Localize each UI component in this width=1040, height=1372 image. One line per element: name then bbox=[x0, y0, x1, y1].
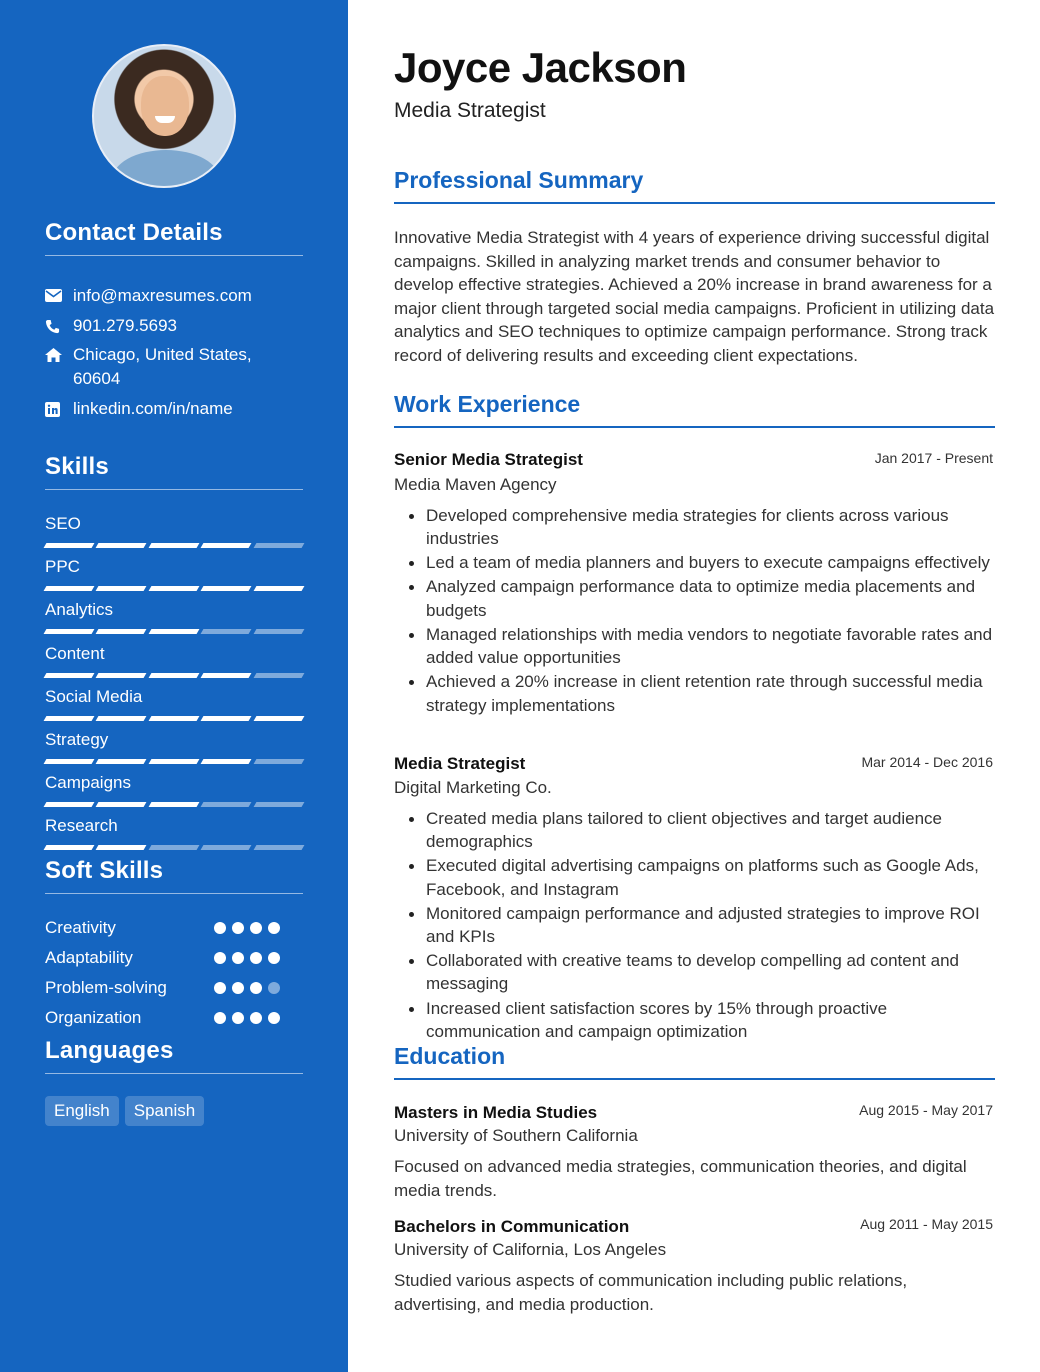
list-item: Collaborated with creative teams to develop compelling ad content and messaging bbox=[409, 949, 995, 996]
skill-level-segment bbox=[253, 543, 304, 548]
soft-skills-heading: Soft Skills bbox=[45, 857, 303, 894]
skill-level-bar bbox=[45, 586, 303, 591]
list-item: Monitored campaign performance and adjusted strategies to improve ROI and KPIs bbox=[409, 902, 995, 949]
degree-description: Focused on advanced media strategies, communication theories, and digital media trends. bbox=[394, 1157, 967, 1200]
skill-level-segment bbox=[96, 845, 147, 850]
skill-level-segment bbox=[96, 586, 147, 591]
skill-label: Content bbox=[45, 643, 105, 663]
skill-level-segment bbox=[201, 716, 252, 721]
skill-level-bar bbox=[45, 759, 303, 764]
soft-skill-rating bbox=[214, 952, 280, 964]
rating-dot bbox=[232, 952, 244, 964]
rating-dot bbox=[250, 982, 262, 994]
rating-dot bbox=[268, 1012, 280, 1024]
rating-dot bbox=[232, 982, 244, 994]
rating-dot bbox=[250, 952, 262, 964]
soft-skill-rating bbox=[214, 1012, 280, 1024]
contact-heading: Contact Details bbox=[45, 219, 303, 256]
degree-title: Masters in Media Studies bbox=[394, 1103, 598, 1122]
summary-heading: Professional Summary bbox=[394, 167, 995, 204]
skill-level-segment bbox=[148, 586, 199, 591]
school-name: University of California, Los Angeles bbox=[394, 1240, 667, 1259]
list-item: Achieved a 20% increase in client retention rate through successful media strategy implementations bbox=[409, 670, 995, 717]
job-bullets bbox=[409, 504, 995, 718]
skill-level-segment bbox=[201, 673, 252, 678]
degree-title: Bachelors in Communication bbox=[394, 1217, 630, 1236]
skill-level-segment bbox=[96, 673, 147, 678]
skill-level-segment bbox=[44, 716, 95, 721]
soft-skill-label: Problem-solving bbox=[45, 978, 167, 997]
languages-list bbox=[45, 1096, 204, 1126]
skill-label: Strategy bbox=[45, 730, 109, 749]
skill-label: Research bbox=[45, 816, 118, 836]
skill-level-segment bbox=[44, 673, 95, 678]
skill-level-bar bbox=[45, 629, 303, 634]
skill-level-segment bbox=[201, 802, 252, 807]
rating-dot bbox=[250, 922, 262, 934]
skill-level-segment bbox=[44, 802, 95, 807]
list-item: Created media plans tailored to client objectives and target audience demographics bbox=[409, 807, 995, 854]
soft-skill-label: Organization bbox=[45, 1008, 142, 1027]
skills-heading: Skills bbox=[45, 453, 303, 490]
contact-linkedin-text: linkedin.com/in/name bbox=[73, 399, 233, 418]
skill-label: Campaigns bbox=[45, 773, 131, 793]
list-item: Developed comprehensive media strategies for clients across various industries bbox=[409, 504, 995, 551]
sidebar bbox=[0, 0, 348, 1372]
job-organization: Media Maven Agency bbox=[394, 475, 557, 494]
home-icon bbox=[45, 343, 73, 391]
list-item: Managed relationships with media vendors to negotiate favorable rates and added value opportunities bbox=[409, 623, 995, 670]
skill-label: Analytics bbox=[45, 600, 114, 620]
list-item: Led a team of media planners and buyers to execute campaigns effectively bbox=[409, 551, 995, 574]
job-bullets bbox=[409, 807, 995, 1044]
skill-level-segment bbox=[253, 673, 304, 678]
envelope-icon bbox=[45, 284, 73, 308]
skill-level-segment bbox=[148, 716, 199, 721]
rating-dot bbox=[214, 922, 226, 934]
skill-level-bar bbox=[45, 673, 303, 678]
contact-phone[interactable] bbox=[45, 314, 303, 338]
rating-dot bbox=[232, 922, 244, 934]
soft-skill-label: Creativity bbox=[45, 918, 116, 937]
skill-level-segment bbox=[44, 629, 95, 634]
skill-level-segment bbox=[148, 543, 199, 548]
skill-level-segment bbox=[201, 543, 252, 548]
skill-level-bar bbox=[45, 845, 303, 850]
skill-level-segment bbox=[201, 845, 252, 850]
rating-dot bbox=[268, 982, 280, 994]
education-heading: Education bbox=[394, 1043, 995, 1080]
skill-level-bar bbox=[45, 802, 303, 807]
degree-dates: Aug 2015 - May 2017 bbox=[859, 1102, 993, 1118]
skill-level-segment bbox=[253, 845, 304, 850]
skill-level-segment bbox=[148, 802, 199, 807]
languages-heading: Languages bbox=[45, 1037, 303, 1074]
skill-level-segment bbox=[201, 586, 252, 591]
language-tag: Spanish bbox=[125, 1096, 204, 1126]
experience-heading: Work Experience bbox=[394, 391, 995, 428]
skill-level-segment bbox=[96, 802, 147, 807]
phone-icon bbox=[45, 314, 73, 338]
skill-level-segment bbox=[201, 759, 252, 764]
profile-photo bbox=[92, 44, 236, 188]
skill-level-segment bbox=[253, 629, 304, 634]
skill-level-segment bbox=[148, 629, 199, 634]
skill-level-segment bbox=[44, 759, 95, 764]
rating-dot bbox=[250, 1012, 262, 1024]
skill-level-segment bbox=[44, 845, 95, 850]
skill-level-bar bbox=[45, 543, 303, 548]
skill-level-segment bbox=[201, 629, 252, 634]
skill-level-segment bbox=[253, 716, 304, 721]
skill-level-segment bbox=[148, 845, 199, 850]
skill-label: SEO bbox=[45, 514, 81, 533]
soft-skill-rating bbox=[214, 922, 280, 934]
skill-level-segment bbox=[44, 586, 95, 591]
contact-location-text: Chicago, United States, 60604 bbox=[73, 345, 252, 388]
school-name: University of Southern California bbox=[394, 1126, 638, 1145]
soft-skill-label: Adaptability bbox=[45, 948, 133, 967]
job-title: Senior Media Strategist bbox=[394, 450, 583, 469]
degree-description: Studied various aspects of communication including public relations, advertising, and media production. bbox=[394, 1271, 908, 1314]
rating-dot bbox=[214, 982, 226, 994]
skill-level-segment bbox=[96, 759, 147, 764]
skill-level-segment bbox=[44, 543, 95, 548]
skill-level-segment bbox=[253, 586, 304, 591]
job-organization: Digital Marketing Co. bbox=[394, 778, 552, 797]
summary-text: Innovative Media Strategist with 4 years of experience driving successful digital campaigns. Skilled in analyzing market trends and consumer behavior to develop effective strategies. Achieved a 20% increase in brand awareness for a major client through targeted social media campaigns. Proficient in utilizing data analytics and SEO techniques to optimize campaign performance. Strong track record of delivering results and exceeding client expectations. bbox=[394, 228, 995, 365]
rating-dot bbox=[214, 952, 226, 964]
candidate-name: Joyce Jackson bbox=[394, 44, 687, 91]
list-item: Analyzed campaign performance data to optimize media placements and budgets bbox=[409, 575, 995, 622]
rating-dot bbox=[232, 1012, 244, 1024]
job-dates: Jan 2017 - Present bbox=[874, 450, 993, 466]
job-dates: Mar 2014 - Dec 2016 bbox=[861, 754, 993, 770]
contact-phone-text: 901.279.5693 bbox=[73, 316, 177, 335]
rating-dot bbox=[268, 922, 280, 934]
linkedin-icon bbox=[45, 397, 73, 421]
skill-level-bar bbox=[45, 716, 303, 721]
degree-dates: Aug 2011 - May 2015 bbox=[860, 1216, 993, 1232]
rating-dot bbox=[214, 1012, 226, 1024]
language-tag: English bbox=[45, 1096, 119, 1126]
contact-location bbox=[45, 343, 303, 391]
contact-email-text: info@maxresumes.com bbox=[73, 286, 252, 305]
rating-dot bbox=[268, 952, 280, 964]
list-item: Increased client satisfaction scores by 15% through proactive communication and campaign optimization bbox=[409, 997, 995, 1044]
candidate-role: Media Strategist bbox=[394, 99, 546, 122]
contact-linkedin[interactable] bbox=[45, 397, 303, 421]
skill-level-segment bbox=[96, 716, 147, 721]
soft-skill-rating bbox=[214, 982, 280, 994]
contact-email[interactable] bbox=[45, 284, 303, 308]
list-item: Executed digital advertising campaigns on platforms such as Google Ads, Facebook, and Instagram bbox=[409, 854, 995, 901]
skill-level-segment bbox=[148, 673, 199, 678]
skill-level-segment bbox=[148, 759, 199, 764]
job-title: Media Strategist bbox=[394, 754, 526, 773]
skill-label: Social Media bbox=[45, 686, 143, 706]
skill-level-segment bbox=[253, 802, 304, 807]
skill-level-segment bbox=[253, 759, 304, 764]
skill-label: PPC bbox=[45, 557, 80, 577]
skill-level-segment bbox=[96, 629, 147, 634]
skill-level-segment bbox=[96, 543, 147, 548]
